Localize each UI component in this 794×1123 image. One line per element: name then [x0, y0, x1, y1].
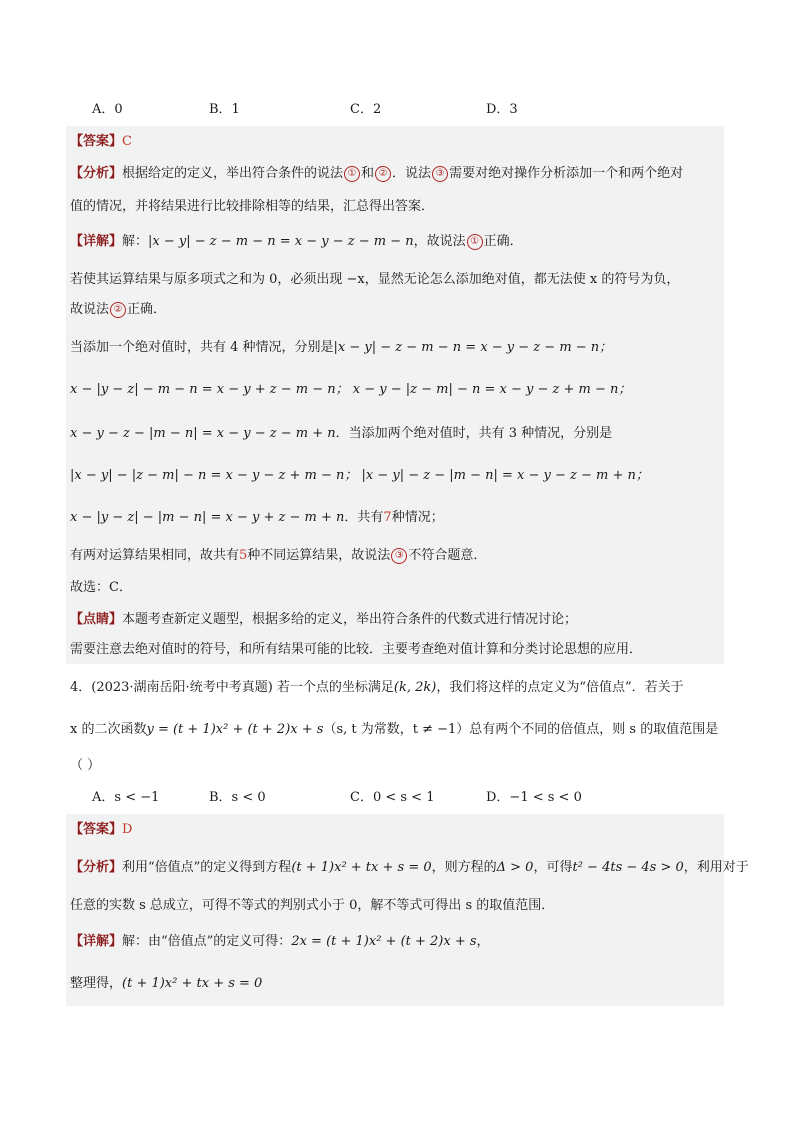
- q4-stem-line-3: （ ）: [70, 758, 101, 773]
- q3-options: [92, 100, 692, 120]
- circle-number: ②: [110, 302, 126, 318]
- formula: |x − y| − z − m − n = x − y − z − m − n: [148, 234, 414, 249]
- analysis-label: 【分析】: [70, 166, 123, 181]
- circle-number: ①: [344, 166, 360, 182]
- detail-label: 【详解】: [70, 934, 123, 949]
- circle-number: ②: [375, 166, 391, 182]
- formula: x − |y − z| − m − n = x − y + z − m − n； x − y − |z − m| − n = x − y − z + m − n；: [70, 382, 632, 397]
- formula: (t + 1)x² + tx + s = 0: [291, 860, 432, 875]
- formula: |x − y| − z − m − n = x − y − z − m − n；: [333, 340, 613, 355]
- q4-stem-line-2: x 的二次函数y = (t + 1)x² + (t + 2)x + s（s, t 为常数，t ≠ −1）总有两个不同的倍值点，则 s 的取值范围是: [70, 722, 719, 737]
- q3-option-b: B．1: [209, 102, 240, 117]
- formula: 2x = (t + 1)x² + (t + 2)x + s: [291, 934, 477, 949]
- formula: t² − 4ts − 4s > 0: [572, 860, 684, 875]
- formula: (k, 2k): [393, 680, 437, 695]
- answer-value: D: [122, 822, 133, 837]
- formula: (t + 1)x² + tx + s = 0: [122, 976, 263, 991]
- q4-option-d: D．−1 < s < 0: [486, 790, 582, 805]
- detail-label: 【详解】: [70, 234, 123, 249]
- q4-detail-line-1: 【详解】解：由“倍值点”的定义可得：2x = (t + 1)x² + (t + 2)x + s，: [70, 934, 490, 949]
- q3-detail-line-5: [70, 380, 631, 400]
- formula: x − y − z − |m − n| = x − y − z − m + n: [70, 426, 336, 441]
- q3-comment-line-1: 【点睛】本题考查新定义题型，根据多给的定义，举出符合条件的代数式进行情况讨论；: [70, 612, 578, 627]
- answer-value: C: [122, 134, 132, 149]
- q4-option-c: C．0 < s < 1: [350, 790, 435, 805]
- formula: x − |y − z| − |m − n| = x − y + z − m + n: [70, 510, 345, 525]
- q3-detail-line-4: 当添加一个绝对值时，共有 4 种情况，分别是|x − y| − z − m − n = x − y − z − m − n；: [70, 340, 613, 355]
- comment-label: 【点睛】: [70, 612, 123, 627]
- q3-detail-line-9: 有两对运算结果相同，故共有5种不同运算结果，故说法 ③ 不符合题意．: [70, 548, 487, 563]
- formula: Δ > 0: [496, 860, 534, 875]
- q4-detail-line-2: 整理得，(t + 1)x² + tx + s = 0: [70, 976, 263, 991]
- q4-analysis-line-2: 任意的实数 s 总成立，可得不等式的判别式小于 0，解不等式可得出 s 的取值范围．: [70, 898, 555, 913]
- q3-option-c: C．2: [350, 102, 382, 117]
- q3-option-a: A．0: [92, 102, 123, 117]
- q3-analysis-line-1: 【分析】根据给定的定义，举出符合条件的说法 ① 和 ② ．说法 ③ 需要对绝对操作分析添加一个和两个绝对: [70, 166, 684, 181]
- q3-detail-line-2: 若使其运算结果与原多项式之和为 0，必须出现 −x，显然无论怎么添加绝对值，都无法使 x 的符号为负，: [70, 272, 680, 287]
- q4-analysis-line-1: 【分析】利用“倍值点”的定义得到方程(t + 1)x² + tx + s = 0，则方程的Δ > 0，可得t² − 4ts − 4s > 0，利用对于: [70, 860, 749, 875]
- q3-detail-line-1: 【详解】解：|x − y| − z − m − n = x − y − z − m − n，故说法 ① 正确．: [70, 234, 523, 249]
- formula: y = (t + 1)x² + (t + 2)x + s: [146, 722, 324, 737]
- analysis-label: 【分析】: [70, 860, 123, 875]
- q3-answer: [70, 132, 132, 152]
- q4-option-a: A．s < −1: [92, 790, 160, 805]
- q3-detail-line-7: [70, 466, 649, 486]
- circle-number: ③: [432, 166, 448, 182]
- q4-options: [92, 788, 692, 808]
- q4-stem-line-1: 4．(2023·湖南岳阳·统考中考真题) 若一个点的坐标满足(k, 2k)，我们将这样的点定义为“倍值点”．若关于: [70, 680, 684, 695]
- q3-comment-line-2: 需要注意去绝对值时的符号，和所有结果可能的比较．主要考查绝对值计算和分类讨论思想的应用．: [70, 642, 643, 657]
- q3-analysis-line-2: 值的情况，并将结果进行比较排除相等的结果，汇总得出答案．: [70, 199, 435, 214]
- q3-detail-line-6: x − y − z − |m − n| = x − y − z − m + n．当添加两个绝对值时，共有 3 种情况，分别是: [70, 426, 613, 441]
- q3-choose: 故选：C．: [70, 580, 132, 595]
- q4-option-b: B．s < 0: [209, 790, 266, 805]
- formula: |x − y| − |z − m| − n = x − y − z + m − n； |x − y| − z − |m − n| = x − y − z − m + n；: [70, 468, 649, 483]
- q3-detail-line-3: 故说法 ② 正确．: [70, 302, 167, 317]
- answer-label: 【答案】: [70, 822, 123, 837]
- q3-option-d: D．3: [486, 102, 518, 117]
- circle-number: ③: [391, 548, 407, 564]
- circle-number: ①: [467, 234, 483, 250]
- answer-label: 【答案】: [70, 134, 123, 149]
- q3-detail-line-8: x − |y − z| − |m − n| = x − y + z − m + n．共有7种情况；: [70, 510, 444, 525]
- q4-answer: [70, 820, 132, 840]
